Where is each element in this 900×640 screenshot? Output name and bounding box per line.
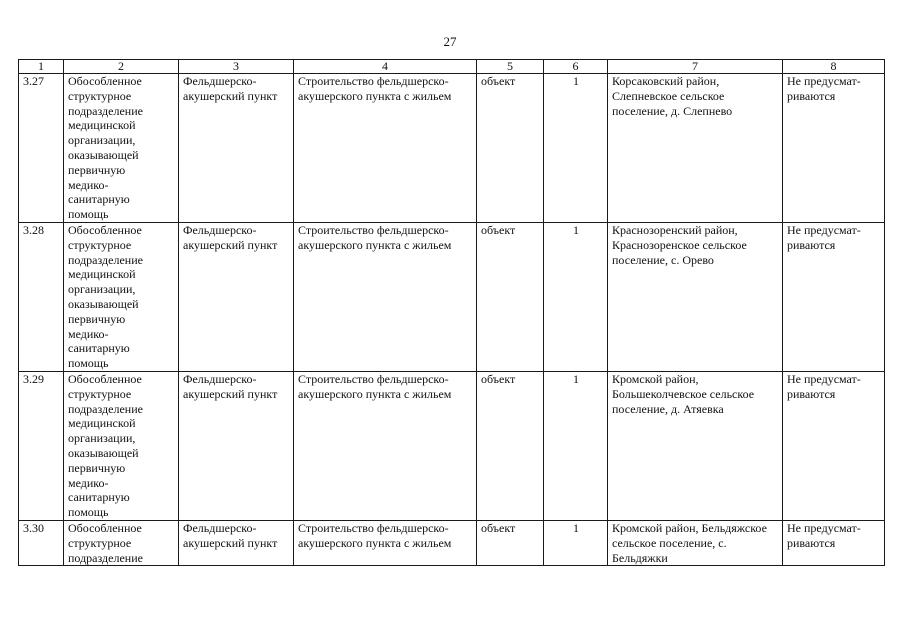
subdivision-line: структурное	[68, 88, 132, 103]
subdivision-line: подразделение	[68, 252, 143, 267]
quantity-cell: 1	[544, 74, 608, 223]
subdivision-line: структурное	[68, 237, 132, 252]
table-row	[19, 74, 885, 223]
subdivision-line: оказывающей	[68, 147, 139, 162]
location-cell: Кромской район, Большеколчевское сельское поселение, д. Атяевка	[608, 372, 783, 521]
work-description-cell: Строительство фельдшерско-акушерского пункта с жильем	[294, 223, 477, 372]
subdivision-line: Обособленное	[68, 223, 142, 237]
header-row	[19, 60, 885, 74]
facility-type-cell: Фельдшерско-акушерский пункт	[179, 74, 294, 223]
registry-table	[18, 59, 885, 566]
subdivision-line: организации,	[68, 431, 136, 446]
subdivision-line: медицинской	[68, 267, 136, 282]
col-header-2: 2	[64, 60, 179, 74]
row-number: 3.29	[19, 372, 64, 521]
facility-type-cell: Фельдшерско-акушерский пункт	[179, 521, 294, 566]
subdivision-line: медицинской	[68, 416, 136, 431]
subdivision-line: оказывающей	[68, 445, 139, 460]
subdivision-line: Обособленное	[68, 372, 142, 386]
subdivision-line: подразделение	[68, 550, 143, 565]
col-header-3: 3	[179, 60, 294, 74]
subdivision-line: подразделение	[68, 103, 143, 118]
note-cell: Не предусмат-риваются	[783, 521, 885, 566]
subdivision-line: санитарную	[68, 341, 130, 356]
location-cell: Кромской район, Бельдяжское сельское поселение, с. Бельдяжки	[608, 521, 783, 566]
subdivision-line: первичную	[68, 460, 126, 475]
subdivision-line: структурное	[68, 386, 132, 401]
table-row	[19, 372, 885, 521]
subdivision-line: организации,	[68, 133, 136, 148]
unit-cell: объект	[477, 223, 544, 372]
work-description-cell: Строительство фельдшерско-акушерского пункта с жильем	[294, 372, 477, 521]
location-cell: Корсаковский район, Слепневское сельское поселение, д. Слепнево	[608, 74, 783, 223]
row-number: 3.30	[19, 521, 64, 566]
subdivision-cell	[64, 223, 179, 372]
subdivision-cell	[64, 74, 179, 223]
subdivision-line: санитарную	[68, 490, 130, 505]
quantity-cell: 1	[544, 372, 608, 521]
table-row	[19, 223, 885, 372]
subdivision-line: оказывающей	[68, 296, 139, 311]
work-description-cell: Строительство фельдшерско-акушерского пункта с жильем	[294, 521, 477, 566]
row-number: 3.27	[19, 74, 64, 223]
subdivision-cell	[64, 521, 179, 566]
note-cell: Не предусмат-риваются	[783, 223, 885, 372]
col-header-1: 1	[19, 60, 64, 74]
subdivision-line: структурное	[68, 535, 132, 550]
col-header-4: 4	[294, 60, 477, 74]
subdivision-line: медицинской	[68, 118, 136, 133]
table-row	[19, 521, 885, 566]
subdivision-line: первичную	[68, 162, 126, 177]
location-cell: Краснозоренский район, Краснозоренское сельское поселение, с. Орево	[608, 223, 783, 372]
facility-type-cell: Фельдшерско-акушерский пункт	[179, 372, 294, 521]
unit-cell: объект	[477, 74, 544, 223]
page-number: 27	[443, 34, 457, 49]
facility-type-cell: Фельдшерско-акушерский пункт	[179, 223, 294, 372]
row-number: 3.28	[19, 223, 64, 372]
subdivision-line: помощь	[68, 505, 109, 520]
unit-cell: объект	[477, 521, 544, 566]
subdivision-line: Обособленное	[68, 521, 142, 535]
subdivision-line: санитарную	[68, 192, 130, 207]
subdivision-cell	[64, 372, 179, 521]
unit-cell: объект	[477, 372, 544, 521]
subdivision-line: помощь	[68, 356, 109, 371]
subdivision-line: Обособленное	[68, 74, 142, 88]
quantity-cell: 1	[544, 521, 608, 566]
work-description-cell: Строительство фельдшерско-акушерского пункта с жильем	[294, 74, 477, 223]
subdivision-line: подразделение	[68, 401, 143, 416]
quantity-cell: 1	[544, 223, 608, 372]
note-cell: Не предусмат-риваются	[783, 372, 885, 521]
col-header-8: 8	[783, 60, 885, 74]
subdivision-line: организации,	[68, 282, 136, 297]
subdivision-line: помощь	[68, 207, 109, 222]
subdivision-line: первичную	[68, 311, 126, 326]
col-header-7: 7	[608, 60, 783, 74]
col-header-5: 5	[477, 60, 544, 74]
subdivision-line: медико-	[68, 177, 109, 192]
note-cell: Не предусмат-риваются	[783, 74, 885, 223]
subdivision-line: медико-	[68, 475, 109, 490]
col-header-6: 6	[544, 60, 608, 74]
subdivision-line: медико-	[68, 326, 109, 341]
